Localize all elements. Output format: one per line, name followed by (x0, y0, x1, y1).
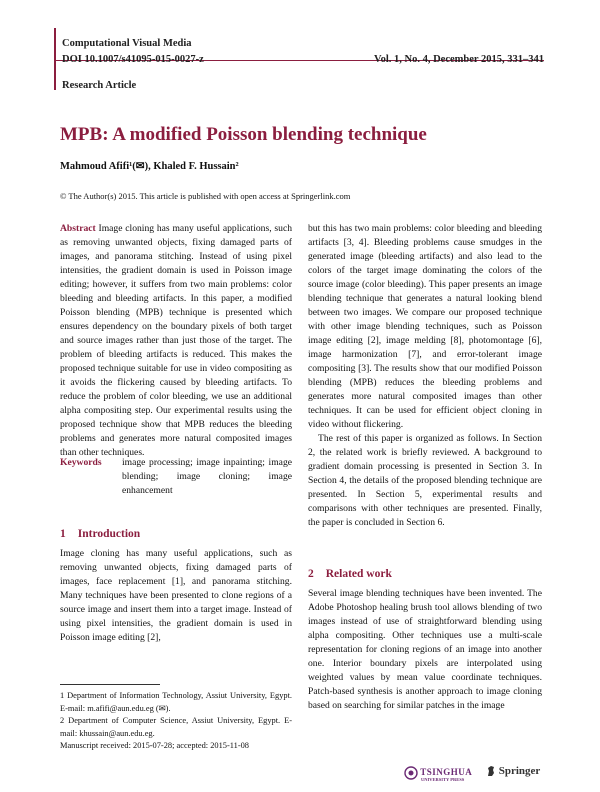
article-type: Research Article (62, 80, 137, 91)
page-title: MPB: A modified Poisson blending technique (60, 124, 427, 145)
section-2-heading (308, 568, 392, 580)
section-2-number: 2 (308, 568, 314, 580)
doi: DOI 10.1007/s41095-015-0027-z (62, 54, 204, 65)
section-1-text: Image cloning has many useful applications, such as removing unwanted objects, fixing damaged parts of images, face replacement [1], and panorama stitching. Many techniques have been presented to clone regions of a source image and insert them into a target image. Instead of using pixel intensities, the gradient domain is used in Poisson image editing [2], (60, 548, 292, 643)
copyright-line: © The Author(s) 2015. This article is published with open access at Springerlink.com (60, 191, 351, 201)
springer-name: Springer (498, 765, 541, 777)
abstract-label: Abstract (60, 223, 96, 234)
intro-para-1: but this has two main problems: color bleeding and bleeding artifacts [3, 4]. Bleeding problems cause smudges in the generated image (bleeding artifacts) and also lead to the colors of the target image dominating the colors of the source image (color bleeding). This paper presents an image blending technique that generates a natural looking blend between two images. We compare our proposed technique with other image blending techniques, such as Poisson image editing [2], image melding [8], photomontage [6], image harmonization [7], and error-tolerant image compositing [3]. The results show that our modified Poisson blending (MPB) reduces the bleeding problems and generates more natural composited images than other techniques. It can be used for efficient object cloning in video without flickering. (308, 223, 542, 430)
header-accent-bar (54, 28, 56, 90)
keywords-label-wrap (60, 456, 120, 470)
section-1-heading (60, 528, 140, 540)
section-1-title: Introduction (77, 528, 141, 540)
section-1-body (60, 547, 292, 645)
abstract (60, 222, 292, 460)
intro-para-2: The rest of this paper is organized as follows. In Section 2, the related work is briefly reviewed. A background to gradient domain processing is presented in Section 3. In Section 4, the details of the proposed blending technique are presented. In Section 5, experimental results and comparisons with other techniques are presented. Finally, the paper is concluded in Section 6. (308, 433, 542, 528)
footnote-rule (60, 684, 160, 685)
keywords-label: Keywords (60, 457, 102, 468)
manuscript-dates: Manuscript received: 2015-07-28; accepted: 2015-11-08 (60, 741, 249, 750)
right-column-intro (308, 222, 542, 530)
section-2-body (308, 587, 542, 713)
authors: Mahmoud Afifi¹(✉), Khaled F. Hussain² (60, 161, 239, 172)
tsinghua-seal-icon (404, 766, 418, 780)
springer-horse-icon (486, 765, 496, 777)
section-2-title: Related work (325, 568, 392, 580)
springer-logo (486, 765, 540, 777)
section-2-text: Several image blending techniques have been invented. The Adobe Photoshop healing brush tool allows blending of two images instead of use of straightforward blending using alpha compositing. Other techniques use a multi-scale representation for cloning regions of an image into another one. Interior boundary pixels are interpolated using weighted values by mean value coordinate techniques. Patch-based synthesis is another approach to image cloning based on searching for similar patches in the image (308, 588, 542, 711)
section-1-number: 1 (60, 528, 66, 540)
footnote-1: 1 Department of Information Technology, Assiut University, Egypt. E-mail: m.afifi@aun.edu.eg (✉). (60, 691, 292, 713)
tsinghua-logo (404, 766, 472, 780)
keywords-text: image processing; image inpainting; image blending; image cloning; image enhancement (122, 457, 292, 496)
tsinghua-name: TSINGHUA (420, 767, 473, 778)
abstract-text: Image cloning has many useful applications, such as removing unwanted objects, fixing damaged parts of images, and panorama stitching. Instead of using pixel intensities, the gradient domain is used in Poisson image editing; however, it suffers from two main problems: color bleeding and bleeding artifacts. In this paper, a modified Poisson blending (MPB) technique is presented which ensures dependency on the boundary pixels of both target and source images rather than just those of the target. The problem of bleeding artifacts is reduced. This makes the proposed technique suitable for use in video compositing as it avoids the flickering caused by bleeding artifacts. To reduce the problem of color bleeding, we use an additional alpha compositing step. Our experimental results using the proposed technique show that MPB reduces the bleeding problems and generates more natural composited images than other techniques. (60, 223, 292, 458)
volume-info: Vol. 1, No. 4, December 2015, 331–341 (373, 54, 544, 65)
tsinghua-sub: UNIVERSITY PRESS (421, 777, 465, 782)
footnote-2: 2 Department of Computer Science, Assiut University, Egypt. E-mail: khussain@aun.edu.eg. (60, 716, 292, 738)
journal-name: Computational Visual Media (62, 38, 192, 49)
